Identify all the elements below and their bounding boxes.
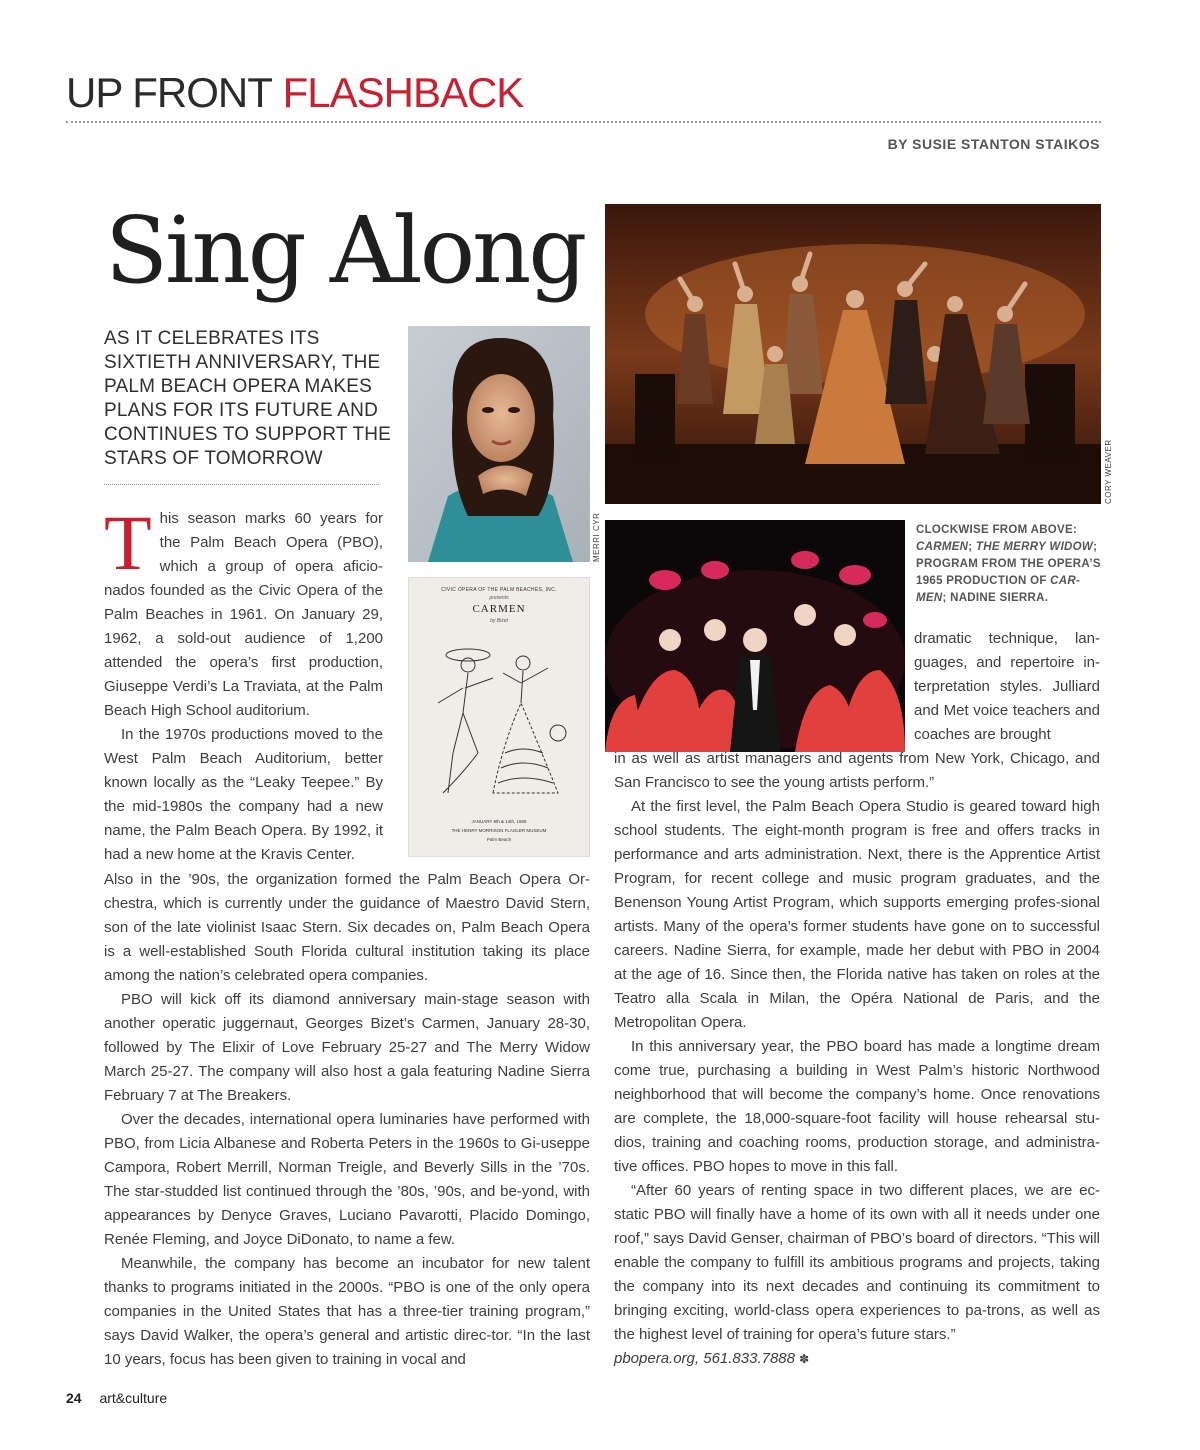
portrait-photo [408, 326, 590, 562]
dek-rule [104, 484, 379, 485]
body-paragraph: Meanwhile, the company has become an incubator for new talent thanks to programs initiated in the 2000s. “PBO is one of the only opera companies in the United States that has a three-tier training program,” says David Walker, the opera’s general and artistic direc-tor. “In the last 10 years, focus has been given to training in vocal and [104, 1255, 590, 1368]
right-column-wide [614, 747, 1100, 1371]
program-illustration [423, 633, 577, 808]
end-mark-icon: ✽ [799, 1352, 810, 1366]
body-paragraph: In the 1970s productions moved to the West Palm Beach Auditorium, better known locally as the “Leaky Teepee.” By the mid-1980s the company had a new name, the Palm Beach Opera. By 1992, it had a new home at the Kravis Center. [104, 726, 383, 863]
caption-title-carmen: CARMEN [916, 541, 969, 553]
merry-widow-photo [605, 520, 905, 752]
stage-credit: CORY WEAVER [1104, 439, 1113, 504]
headline: Sing Along [105, 197, 585, 304]
portrait-credit: MERRI CYR [592, 512, 601, 562]
body-paragraph: dramatic technique, lan-guages, and repertoire in-terpretation styles. Julliard and Met voice teachers and coaches are brought [914, 630, 1100, 743]
page-footer [66, 1390, 167, 1406]
magazine-name: art&culture [99, 1390, 168, 1406]
body-paragraph: At the first level, the Palm Beach Opera Studio is geared toward high school students. The eight-month program is free and offers tracks in performance and arts administration. Next, there is the Apprentice Artist Program, for recent college and music program graduates, and the Benenson Young Artist Program, which supports emerging profes-sional artists. Many of the opera’s former students have gone on to successful careers. Nadine Sierra, for example, made her debut with PBO in 2004 at the age of 16. Since then, the Florida native has taken on roles at the Teatro alla Scala in Milan, the Opéra National de Paris, and the Metropolitan Opera. [614, 798, 1100, 1031]
left-column-narrow [104, 499, 383, 867]
caption-lead: CLOCKWISE FROM ABOVE: [916, 524, 1078, 536]
body-paragraph: This season marks 60 years for the Palm Beach Opera (PBO), which a group of opera aficio-nados founded as the Civic Opera of the Palm Beaches in 1961. On January 29, 1962, a sold-out audience of 1,200 attended the opera’s first production, Giuseppe Verdi’s La Traviata, at the Palm Beach High School auditorium. [104, 499, 383, 719]
caption-program: PROGRAM FROM THE OPERA’S 1965 PRODUCTION OF [916, 558, 1101, 587]
header-rule [66, 121, 1101, 123]
program-photo [408, 577, 590, 857]
caption-portrait: NADINE SIERRA. [950, 592, 1049, 604]
dek: AS IT CELEBRATES ITS SIXTIETH ANNIVERSARY, THE PALM BEACH OPERA MAKES PLANS FOR ITS FUTURE AND CONTINUES TO SUPPORT THE STARS OF TOMORROW [104, 328, 392, 469]
program-title: CARMEN [472, 603, 526, 615]
byline: BY SUSIE STANTON STAIKOS [887, 136, 1100, 152]
program-org: CIVIC OPERA OF THE PALM BEACHES, INC. [441, 587, 557, 593]
caption-title-widow: THE MERRY WIDOW [975, 541, 1094, 553]
body-paragraph: Over the decades, international opera luminaries have performed with PBO, from Licia Albanese and Roberta Peters in the 1960s to Gi-useppe Campora, Robert Merrill, Norman Treigle, and Beverly Sills in the ’70s. The star-studded list continued through the ’80s, ’90s, and be-yond, with appearances by Denyce Graves, Luciano Pavarotti, Placido Domingo, Renée Fleming, and Joyce DiDonato, to name a few. [104, 1111, 590, 1248]
program-venue: THE HENRY MORRISON FLAGLER MUSEUM [451, 828, 547, 833]
signoff-link: pbopera.org, 561.833.7888 [614, 1350, 795, 1367]
body-paragraph: In this anniversary year, the PBO board has made a longtime dream come true, purchasing a building in West Palm’s historic Northwood neighborhood that will become the company’s home. Once renovations are complete, the 18,000-square-foot facility will house rehearsal stu-dios, training and coaching rooms, production storage, and administra-tive offices. PBO hopes to move in this fall. [614, 1038, 1100, 1175]
photo-caption: CLOCKWISE FROM ABOVE: CARMEN; THE MERRY WIDOW; PROGRAM FROM THE OPERA’S 1965 PRODUCTION OF CAR-MEN; NADINE SIERRA. [916, 524, 1101, 604]
right-column-narrow [914, 627, 1100, 747]
page-number: 24 [66, 1390, 82, 1406]
program-by: by Bizet [490, 618, 508, 624]
body-paragraph: PBO will kick off its diamond anniversary main-stage season with another operatic juggernaut, Georges Bizet’s Carmen, January 28-30, followed by The Elixir of Love February 25-27 and The Merry Widow March 25-27. The company will also host a gala featuring Nadine Sierra February 7 at The Breakers. [104, 991, 590, 1104]
program-presents: presents [489, 595, 509, 601]
caption-title-carmen-2: CAR-MEN [916, 575, 1081, 604]
body-paragraph: “After 60 years of renting space in two different places, we are ec-static PBO will finally have a home of its own with all it needs under one roof,” says David Genser, chairman of PBO’s board of directors. “This will enable the company to fulfill its ambitious programs and projects, taking the company into its next decades and continuing its commitment to bringing exciting, world-class opera experiences to pa-trons, as well as the highest level of training for opera’s future stars.” [614, 1182, 1100, 1343]
signoff [614, 1347, 1100, 1371]
dropcap: T [104, 499, 152, 586]
section-header [66, 68, 523, 118]
program-dates: JANUARY 9th & 14th, 1965 [471, 819, 527, 824]
body-paragraph: Also in the ’90s, the organization formed the Palm Beach Opera Or-chestra, which is currently under the guidance of Maestro David Stern, son of the late violinist Isaac Stern. Six decades on, Palm Beach Opera is a well-established South Florida cultural institution taking its place among the nation’s celebrated opera companies. [104, 871, 590, 984]
program-city: Palm Beach [486, 837, 512, 842]
section-accent: FLASHBACK [282, 69, 524, 116]
stage-photo [605, 204, 1101, 504]
section-label: UP FRONT [66, 69, 272, 116]
left-column-wide [104, 868, 590, 1372]
body-paragraph: in as well as artist managers and agents from New York, Chicago, and San Francisco to see the young artists perform.” [614, 750, 1100, 791]
